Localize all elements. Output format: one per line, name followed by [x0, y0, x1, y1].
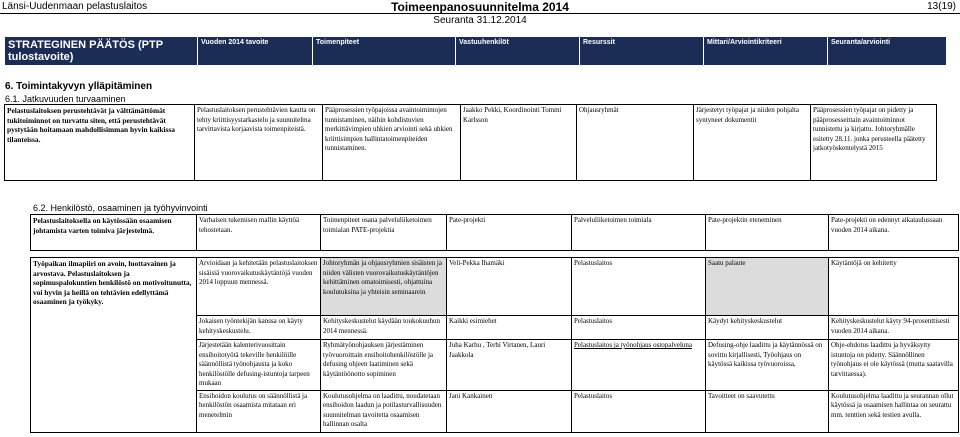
- resources-cell: Ohjausryhmät: [577, 105, 694, 181]
- resources-cell: Pelastuslaitos: [572, 316, 706, 340]
- actions-cell: Toimenpiteet osana palveluliiketoimen toimialan PATE-projektia: [321, 215, 447, 251]
- follow-up-cell: Koulutusohjelma laadittu ja seurannan ollut käytössä ja osaamisen hallintaa on seurattu mm. tenttien sekä testien avulla.: [829, 390, 959, 432]
- follow-up-cell: Pate-projekti on edennyt aikataulussaan vuoden 2014 aikana.: [829, 215, 959, 251]
- table-section-6-2-wellbeing: [30, 257, 959, 433]
- column-header-actions: Toimenpiteet: [313, 37, 456, 66]
- column-header-target: Vuoden 2014 tavoite: [198, 37, 313, 66]
- organization-name: Länsi-Uudenmaan pelastuslaitos: [2, 1, 148, 12]
- follow-up-cell: Pääprosessien työpajat on pidetty ja pääprosesseittain avaintoiminnot tunnistettu ja kirjattu. Johtoryhmälle esitetty 28.11. jonka perusteella päätetty jatkotyöskentelystä 2015: [811, 105, 937, 181]
- table-section-6-1: [4, 104, 937, 181]
- actions-cell: Pääprosessien työpajoissa avaintoimintojen tunnistaminen, näihin kohdistuvien merkittävimpien uhkien arviointi sekä uhkien kriittisimpien hallintatoimenpiteiden tunnistaminen.: [323, 105, 461, 181]
- resources-cell: Pelastuslaitos ja työnohjaus ostopalveluna: [572, 340, 706, 391]
- responsible-cell: Juha Karhu , Terhi Virtanen, Lauri Jaakkola: [447, 340, 572, 391]
- metric-cell: Saatu palaute: [706, 258, 829, 316]
- target-cell: Arvioidaan ja kehitetään pelastuslaitoksen sisäisiä vuorovaikutuskäytäntöjä vuoden 2014 loppuun mennessä.: [197, 258, 321, 316]
- resources-cell: Palveluliiketoimen toimiala: [572, 215, 706, 251]
- follow-up-date: Seuranta 31.12.2014: [433, 15, 527, 26]
- column-header-bar: [4, 36, 947, 66]
- metric-cell: Pate-projektin eteneminen: [706, 215, 829, 251]
- resources-cell: Pelastuslaitos: [572, 258, 706, 316]
- table-section-6-2: [30, 214, 959, 251]
- section-heading-6: 6. Toimintakyvyn ylläpitäminen: [5, 81, 153, 92]
- table-row: [5, 105, 937, 181]
- strategic-goal-cell: Pelastuslaitoksella on käytössään osaamisen johtamista varten toimiva järjestelmä.: [31, 215, 197, 251]
- follow-up-cell: Ohje-ehdotus laadittu ja hyväksytty istuntoja on pidetty. Säännöllinen työnohjaus ei ole käytössä (mutta saatavilla tarvittaessa).: [829, 340, 959, 391]
- column-header-responsible: Vastuuhenkilöt: [456, 37, 580, 66]
- column-header-follow-up: Seuranta/arviointi: [828, 37, 947, 66]
- strategic-goal-cell: Työpaikan ilmapiiri on avoin, luottavainen ja arvostava. Pelastuslaitoksen ja sopimuspalokuntien henkilöstö on motivoitunutta, voi hyvin ja heillä on tehtävien edellyttämä osaaminen ja työkyky.: [31, 258, 197, 433]
- responsible-cell: Jani Kankainen: [447, 390, 572, 432]
- target-cell: Pelastuslaitoksen perustehtävien kautta on tehty kriittisyystarkastelu ja suunnitelma tarvittavista korjaavista toimenpiteistä.: [195, 105, 323, 181]
- actions-cell: Kehityskeskustelut käydään toukokuuhun 2014 mennessä.: [321, 316, 447, 340]
- target-cell: Varhaisen tukemisen mallin käyttöä tehostetaan.: [197, 215, 321, 251]
- resources-cell: Pelastuslaitos: [572, 390, 706, 432]
- column-header-metric: Mittari/Arviointikriteeri: [704, 37, 828, 66]
- header-divider: [0, 13, 960, 14]
- responsible-cell: Pate-projekti: [447, 215, 572, 251]
- follow-up-cell: Kehityskeskustelut käyty 94-prosenttisesti vuoden 2014 aikana.: [829, 316, 959, 340]
- follow-up-cell: Käytäntöjä on kehitetty: [829, 258, 959, 316]
- metric-cell: Tavoitteet on saavutettu: [706, 390, 829, 432]
- metric-cell: Käydyt kehityskeskustelut: [706, 316, 829, 340]
- responsible-cell: Veli-Pekka Ihamäki: [447, 258, 572, 316]
- section-heading-6-1: 6.1. Jatkuvuuden turvaaminen: [5, 94, 126, 104]
- responsible-cell: Kaikki esimiehet: [447, 316, 572, 340]
- page-number: 13(19): [927, 1, 956, 12]
- metric-cell: Defusing-ohje laadittu ja käytännössä on sovittu kirjallisesti, Työohjaus on käytössä kaikissa työvuoroissa,: [706, 340, 829, 391]
- responsible-cell: Jaakko Pekki, Koordinointi Tommi Karlsson: [461, 105, 577, 181]
- document-title: Toimeenpanosuunnitelma 2014: [391, 0, 569, 14]
- actions-cell: Johtoryhmän ja ohjausryhmien sisäisten ja niiden välisten vuorovaikutuskäytäntöjen kehittäminen omatoimisesti, ohjattuina koulutuksina ja yhteisin seminaarein: [321, 258, 447, 316]
- actions-cell: Koulutusohjelma on laadittu, noudatetaan ensihoidon laadun ja potilasturvallisuuden suunnitelman tavoitetta osaamisen hallinnan osalta: [321, 390, 447, 432]
- column-header-resources: Resurssit: [580, 37, 704, 66]
- strategic-goal-cell: Pelastuslaitoksen perustehtävät ja välttämättömät tukitoiminnot on turvattu siten, että perustehtävät pystytään hoitamaan mahdollisimman hyvin kaikissa tilanteissa.: [5, 105, 195, 181]
- column-header-strategic-decision: STRATEGINEN PÄÄTÖS (PTP tulostavoite): [5, 37, 198, 66]
- actions-cell: Ryhmätyönohjauksen järjestäminen työvuoroittain ensihoitohenkilöstölle ja defusing ohjeen laatiminen sekä käytäntöönotto sopiminen: [321, 340, 447, 391]
- section-heading-6-2: 6.2. Henkilöstö, osaaminen ja työhyvinvointi: [33, 203, 208, 213]
- target-cell: Jokaisen työntekijän kanssa on käyty kehityskeskustelu.: [197, 316, 321, 340]
- target-cell: Ensihoidon koulutus on säännöllistä ja henkilöstön osaamista mitataan eri menetelmin: [197, 390, 321, 432]
- table-row: [31, 215, 959, 251]
- target-cell: Järjestetään kalenterivuosittain ensihoitotyötä tekeville henkilöille säännöllistä työnohjausta ja koko henkilöstölle defusing-istuntoja tarpeen mukaan: [197, 340, 321, 391]
- table-row: [31, 258, 959, 316]
- metric-cell: Järjestetyt työpajat ja niiden pohjalta syntyneet dokumentit: [694, 105, 811, 181]
